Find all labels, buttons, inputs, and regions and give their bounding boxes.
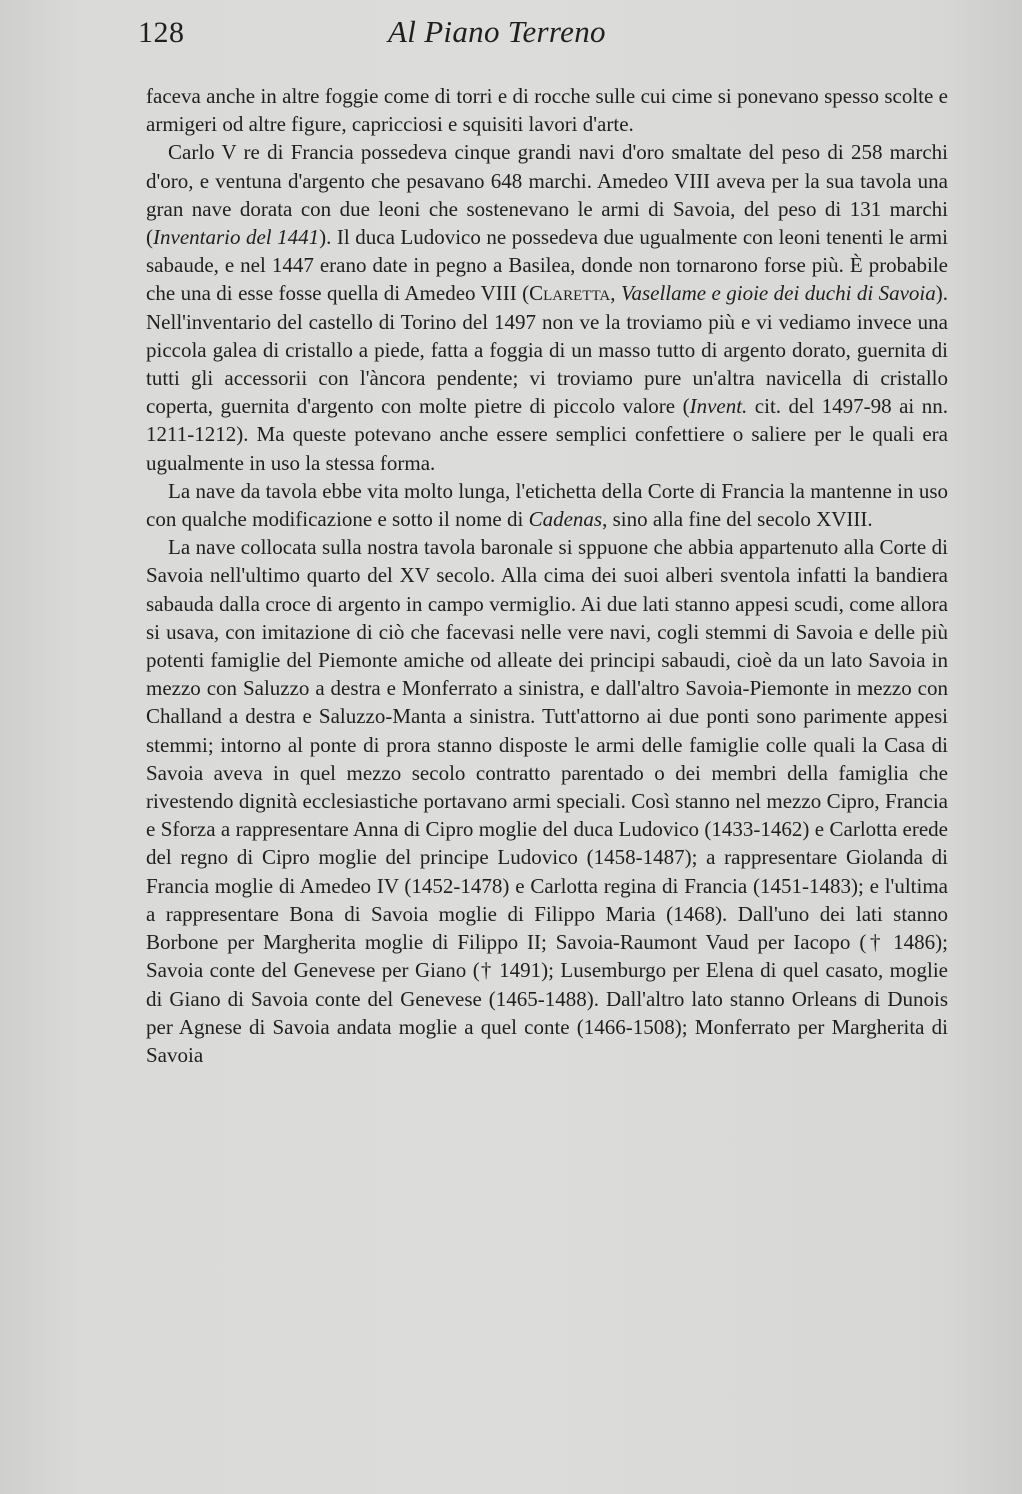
paragraph-2-text-i: cit. del 1497-98 ai nn. 1211-1212). Ma queste potevano anche essere semplici confettiere o saliere per le quali era ugualmente in uso la stessa forma. <box>146 394 948 475</box>
page-number: 128 <box>138 16 185 49</box>
paragraph-2-text-e: , <box>610 281 621 306</box>
running-title: Al Piano Terreno <box>388 14 606 49</box>
paragraph-1-text: faceva anche in altre foggie come di torri e di rocche sulle cui cime si ponevano spesso scolte e armigeri od altre figure, capricciosi e squisiti lavori d'arte. <box>146 84 948 137</box>
paragraph-2 <box>146 138 948 476</box>
paragraph-2-text-a: Carlo V re di Francia possedeva cinque grandi navi d'oro smaltate del peso di 258 marchi d'oro, e ventuna d'argento che pesavano 648 marchi. Amedeo VIII aveva per la sua tavola una gran nave dorata con due leoni che sostenevano le armi di Savoia, del peso di 131 marchi ( <box>146 140 948 250</box>
paragraph-2-text-g: ). Nell'inventario del castello di Torino del 1497 non ve la troviamo più e vi vediamo invece una piccola galea di cristallo a piede, fatta a foggia di un masso tutto di argento dorato, guernita di tutti gli accessorii con l'àncora pendente; vi troviamo pure un'altra navicella di cristallo coperta, guernita d'argento con molte pietre di piccolo valore ( <box>146 281 948 419</box>
citation-inventario: Inventario del 1441 <box>153 225 320 250</box>
citation-vasellame: Vasellame e gioie dei duchi di Savoia <box>620 281 936 306</box>
paragraph-1 <box>146 82 948 138</box>
paragraph-3-text-c: , sino alla fine del secolo XVIII. <box>602 507 873 532</box>
paragraph-4-text: La nave collocata sulla nostra tavola baronale si sppuone che abbia appartenuto alla Corte di Savoia nell'ultimo quarto del XV secolo. Alla cima dei suoi alberi sventola infatti la bandiera sabauda dalla croce di argento in campo vermiglio. Ai due lati stanno appesi scudi, come allora si usava, con imitazione di ciò che facevasi nelle vere navi, cogli stemmi di Savoia e delle più potenti famiglie del Piemonte amiche od alleate dei principi sabaudi, cioè da un lato Savoia in mezzo con Saluzzo a destra e Monferrato a sinistra, e dall'altro Savoia-Piemonte in mezzo con Challand a destra e Saluzzo-Manta a sinistra. Tutt'attorno ai due ponti sono parimente appesi stemmi; intorno al ponte di prora stanno disposte le armi delle famiglie colle quali la Casa di Savoia aveva in quel mezzo secolo contratto parentado o dei membri della famiglia che rivestendo dignità ecclesiastiche portavano armi speciali. Così stanno nel mezzo Cipro, Francia e Sforza a rappresentare Anna di Cipro moglie del duca Ludovico (1433-1462) e Carlotta erede del regno di Cipro moglie del principe Ludovico (1458-1487); a rappresentare Giolanda di Francia moglie di Amedeo IV (1452-1478) e Carlotta regina di Francia (1451-1483); e l'ultima a rappresentare Bona di Savoia moglie di Filippo Maria (1468). Dall'uno dei lati stanno Borbone per Margherita moglie di Filippo II; Savoia-Raumont Vaud per Iacopo († 1486); Savoia conte del Genevese per Giano († 1491); Lusemburgo per Elena di quel casato, moglie di Giano di Savoia conte del Genevese (1465-1488). Dall'altro lato stanno Orleans di Dunois per Agnese di Savoia andata moglie a quel conte (1466-1508); Monferrato per Margherita di Savoia <box>146 535 948 1067</box>
paragraph-4 <box>146 533 948 1069</box>
author-claretta: Claretta <box>529 281 611 306</box>
citation-invent: Invent. <box>689 394 748 419</box>
paragraph-3 <box>146 477 948 533</box>
term-cadenas: Cadenas <box>528 507 603 532</box>
paragraph-2-text-c: ). Il duca Ludovico ne possedeva due ugualmente con leoni tenenti le armi sabaude, e nel 1447 erano date in pegno a Basilea, donde non tornarono forse più. È probabile che una di esse fosse quella di Amedeo VIII ( <box>146 225 948 306</box>
body-text <box>146 82 948 1069</box>
page-header <box>138 14 948 64</box>
paragraph-3-text-a: La nave da tavola ebbe vita molto lunga, l'etichetta della Corte di Francia la mantenne in uso con qualche modificazione e sotto il nome di <box>146 478 948 532</box>
